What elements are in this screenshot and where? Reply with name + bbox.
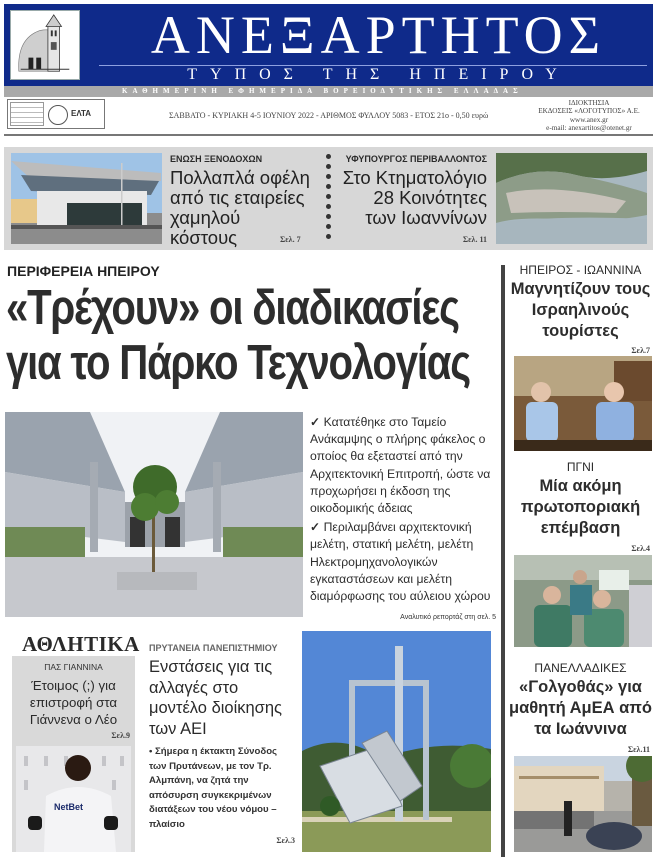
postal-badge bbox=[7, 99, 105, 129]
lead-bullets bbox=[310, 414, 496, 626]
ownership-info bbox=[529, 99, 649, 133]
teaser-kicker: ΕΝΩΣΗ ΞΕΝΟΔΟΧΩΝ bbox=[170, 154, 263, 164]
side-story-tourists[interactable] bbox=[508, 263, 653, 342]
website-link[interactable]: www.anex.gr bbox=[569, 115, 609, 124]
side-kicker: ΠΓΝΙ bbox=[566, 460, 595, 474]
lead-headline[interactable] bbox=[6, 281, 498, 391]
side-kicker: ΠΑΝΕΛΛΑΔΙΚΕΣ bbox=[534, 661, 627, 675]
technology-park-rendering[interactable] bbox=[5, 412, 303, 617]
university-story[interactable] bbox=[149, 643, 295, 845]
lead-bullet-text: Κατατέθηκε στο Ταμείο Ανάκαμψης ο πλήρης φάκελος ο οποίος θα εξεταστεί από την Αρχιτεκτονική Επιτροπή, ώστε να προχωρήσει η έκδοση της οικοδομικής άδειας bbox=[310, 415, 491, 516]
owner-name: ΕΚΔΟΣΕΙΣ «ΛΟΓΟΤΥΠΟΣ» Α.Ε. bbox=[538, 107, 640, 116]
university-kicker: ΠΡΥΤΑΝΕΙΑ ΠΑΝΕΠΙΣΤΗΜΙΟΥ bbox=[149, 643, 278, 653]
postal-permit-icon bbox=[10, 102, 44, 126]
page-ref: Σελ. 7 bbox=[280, 235, 301, 244]
report-ref: Αναλυτικό ρεπορτάζ στη σελ. 5 bbox=[400, 614, 496, 622]
page-ref: Σελ.9 bbox=[111, 731, 130, 740]
shirt-sponsor: NetBet bbox=[54, 802, 84, 812]
surgery-room-photo[interactable] bbox=[514, 555, 652, 647]
lake-island-aerial-photo[interactable] bbox=[496, 153, 647, 244]
lead-kicker: ΠΕΡΙΦΕΡΕΙΑ ΗΠΕΙΡΟΥ bbox=[7, 263, 160, 279]
side-story-exams[interactable] bbox=[508, 661, 653, 740]
newspaper-subtitle: ΤΥΠΟΣ ΤΗΣ ΗΠΕΙΡΟΥ bbox=[187, 66, 570, 83]
checkmark-icon: ✓ bbox=[310, 520, 321, 535]
masthead bbox=[4, 4, 653, 86]
airport-terminal-photo[interactable] bbox=[11, 153, 162, 244]
tagline-bar bbox=[4, 86, 653, 97]
side-headline[interactable]: «Γολγοθάς» για μαθητή ΑμΕΑ από τα Ιωάννινα bbox=[508, 678, 653, 738]
owner-label: ΙΔΙΟΚΤΗΣΙΑ bbox=[568, 99, 610, 107]
teaser-hotels[interactable] bbox=[170, 154, 310, 248]
page-ref: Σελ.7 bbox=[631, 346, 650, 355]
teaser-land-registry[interactable] bbox=[339, 154, 487, 244]
lead-bullet bbox=[310, 414, 496, 517]
lead-bullet bbox=[310, 519, 496, 605]
page-ref: Σελ.4 bbox=[631, 544, 650, 553]
football-player-photo[interactable] bbox=[16, 746, 131, 852]
university-headline[interactable]: Ενστάσεις για τις αλλαγές στο μοντέλο διοίκησης των ΑΕΙ bbox=[149, 658, 282, 738]
school-street-photo[interactable] bbox=[514, 756, 652, 852]
side-kicker: ΗΠΕΙΡΟΣ - ΙΩΑΝΝΙΝΑ bbox=[519, 263, 642, 277]
teaser-kicker: ΥΦΥΠΟΥΡΓΟΣ ΠΕΡΙΒΑΛΛΟΝΤΟΣ bbox=[345, 154, 487, 164]
seal-icon bbox=[48, 105, 68, 125]
teaser-headline[interactable]: Πολλαπλά οφέλη από τις εταιρείες χαμηλού κόστους bbox=[170, 167, 310, 248]
sports-kicker: ΠΑΣ ΓΙΑΝΝΙΝΑ bbox=[44, 662, 103, 672]
dotted-divider bbox=[324, 154, 332, 244]
info-bar bbox=[4, 97, 653, 133]
dateline: ΣΑΒΒΑΤΟ - ΚΥΡΙΑΚΗ 4-5 ΙΟΥΝΙΟΥ 2022 - ΑΡΙΘΜΟΣ ΦΥΛΛΟΥ 5083 - ΕΤΟΣ 21ο - 0,50 ευρώ bbox=[169, 111, 489, 120]
page-ref: Σελ.3 bbox=[276, 835, 295, 845]
side-headline[interactable]: Μία ακόμη πρωτοποριακή επέμβαση bbox=[520, 477, 641, 537]
column-divider bbox=[501, 265, 505, 857]
side-headline[interactable]: Μαγνητίζουν τους Ισραηλινούς τουρίστες bbox=[510, 280, 651, 340]
university-body: • Σήμερα η έκτακτη Σύνοδος των Πρυτάνεων, με τον Τρ. Αλμπάνη, να ζητά την απόσυρση συγκεκριμένων διατάξεων του νέου νόμου – πλαίσιο bbox=[149, 746, 278, 830]
book-and-cross-monument-photo[interactable] bbox=[302, 631, 491, 852]
sports-section-title: ΑΘΛΗΤΙΚΑ bbox=[22, 632, 140, 656]
lead-headline-line2: για το Πάρκο Τεχνολογίας bbox=[6, 336, 470, 390]
church-tower-logo-icon bbox=[10, 10, 80, 80]
tagline: ΚΑΘΗΜΕΡΙΝΗ ΕΦΗΜΕΡΙΔΑ ΒΟΡΕΙΟΔΥΤΙΚΗΣ ΕΛΛΑΔΑΣ bbox=[122, 87, 523, 95]
sports-headline[interactable]: Έτοιμος (;) για επιστροφή στα Γιάννενα ο Λέο bbox=[29, 678, 118, 727]
page-ref: Σελ.11 bbox=[627, 745, 650, 754]
top-teasers bbox=[4, 147, 653, 250]
side-story-surgery[interactable] bbox=[508, 460, 653, 539]
newspaper-title: ΑΝΕΞΑΡΤΗΤΟΣ bbox=[150, 5, 607, 65]
header-divider bbox=[4, 134, 653, 136]
teaser-headline[interactable]: Στο Κτηματολόγιο 28 Κοινότητες των Ιωαννίνων bbox=[342, 167, 487, 228]
lead-headline-line1: «Τρέχουν» οι διαδικασίες bbox=[6, 281, 459, 335]
elta-logo: ΕΛΤΑ bbox=[71, 109, 92, 118]
lead-bullet-text: Περιλαμβάνει αρχιτεκτονική μελέτη, στατική μελέτη, μελέτη Ηλεκτρομηχανολογικών εγκαταστάσεων και μελέτη διαμόρφωσης του αύλειου χώρου bbox=[310, 520, 491, 604]
checkmark-icon: ✓ bbox=[310, 415, 321, 429]
email-link[interactable]: e-mail: anexartitos@otenet.gr bbox=[546, 124, 632, 133]
page-ref: Σελ. 11 bbox=[462, 235, 487, 244]
sports-story[interactable] bbox=[12, 656, 135, 852]
two-men-meeting-photo[interactable] bbox=[514, 356, 652, 451]
